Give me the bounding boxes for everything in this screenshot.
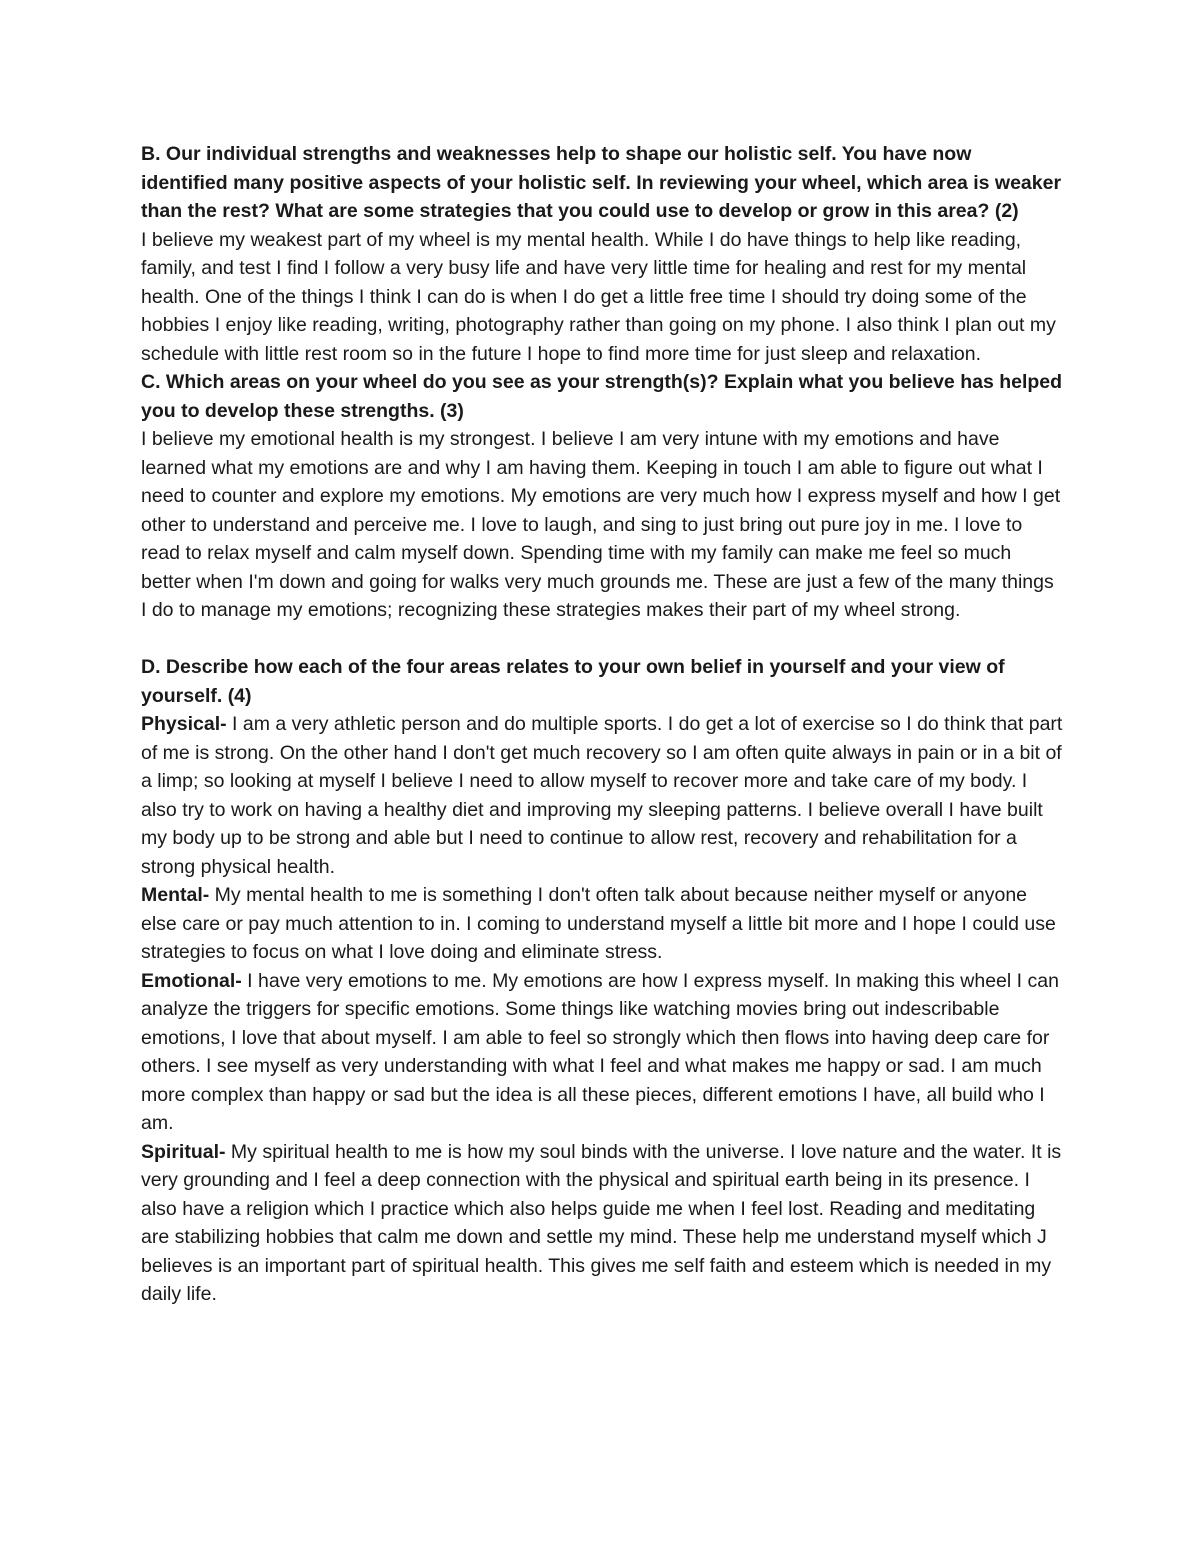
answer-d-spiritual — [141, 1138, 1063, 1309]
physical-label: Physical- — [141, 713, 227, 735]
answer-c: I believe my emotional health is my strongest. I believe I am very intune with my emotions and have learned what my emotions are and why I am having them. Keeping in touch I am able to figure out what I need to counter and explore my emotions. My emotions are very much how I express myself and how I get other to understand and perceive me. I love to laugh, and sing to just bring out pure joy in me. I love to read to relax myself and calm myself down. Spending time with my family can make me feel so much better when I'm down and going for walks very much grounds me. These are just a few of the many things I do to manage my emotions; recognizing these strategies makes their part of my wheel strong. — [141, 428, 1061, 621]
answer-b: I believe my weakest part of my wheel is my mental health. While I do have things to help like reading, family, and test I find I follow a very busy life and have very little time for healing and rest for my mental health. One of the things I think I can do is when I do get a little free time I should try doing some of the hobbies I enjoy like reading, writing, photography rather than going on my phone. I also think I plan out my schedule with little rest room so in the future I hope to find more time for just sleep and relaxation. — [141, 228, 1056, 365]
mental-label: Mental- — [141, 884, 210, 906]
answer-d-mental — [141, 881, 1063, 967]
physical-text: I am a very athletic person and do multiple sports. I do get a lot of exercise so I do think that part of me is strong. On the other hand I don't get much recovery so I am often quite always in pain or in a bit of a limp; so looking at myself I believe I need to allow myself to recover more and take care of my body. I also try to work on having a healthy diet and improving my sleeping patterns. I believe overall I have built my body up to be strong and able but I need to continue to allow rest, recovery and rehabilitation for a strong physical health. — [141, 713, 1063, 878]
emotional-label: Emotional- — [141, 969, 242, 992]
emotional-text: I have very emotions to me. My emotions are how I express myself. In making this wheel I can analyze the triggers for specific emotions. Some things like watching movies bring out indescribable emotions, I love that about myself. I am able to feel so strongly which then flows into having deep care for others. I see myself as very understanding with what I feel and what makes me happy or sad. I am much more complex than happy or sad but the idea is all these pieces, different emotions I have, all build who I am. — [141, 969, 1059, 1134]
mental-text: My mental health to me is something I don't often talk about because neither myself or anyone else care or pay much attention to in. I coming to understand myself a little bit more and I hope I could use strategies to focus on what I love doing and eliminate stress. — [141, 884, 1056, 963]
question-c: C. Which areas on your wheel do you see as your strength(s)? Explain what you believe has helped you to develop these strengths. (3) — [141, 371, 1063, 422]
answer-d-physical — [141, 710, 1063, 881]
spiritual-label: Spiritual- — [141, 1140, 226, 1163]
paragraph-spacer — [141, 625, 1063, 654]
answer-d-emotional — [141, 967, 1063, 1138]
document-page — [141, 140, 1063, 1309]
question-b: B. Our individual strengths and weaknesses help to shape our holistic self. You have now identified many positive aspects of your holistic self. In reviewing your wheel, which area is weaker than the rest? What are some strategies that you could use to develop or grow in this area? (2) — [141, 143, 1062, 222]
spiritual-text: My spiritual health to me is how my soul binds with the universe. I love nature and the water. It is very grounding and I feel a deep connection with the physical and spiritual earth being in its presence. I also have a religion which I practice which also helps guide me when I feel lost. Reading and meditating are stabilizing hobbies that calm me down and settle my mind. These help me understand myself which J believes is an important part of spiritual health. This gives me self faith and esteem which is needed in my daily life. — [141, 1140, 1062, 1305]
question-d: D. Describe how each of the four areas relates to your own belief in yourself and your view of yourself. (4) — [141, 656, 1005, 707]
